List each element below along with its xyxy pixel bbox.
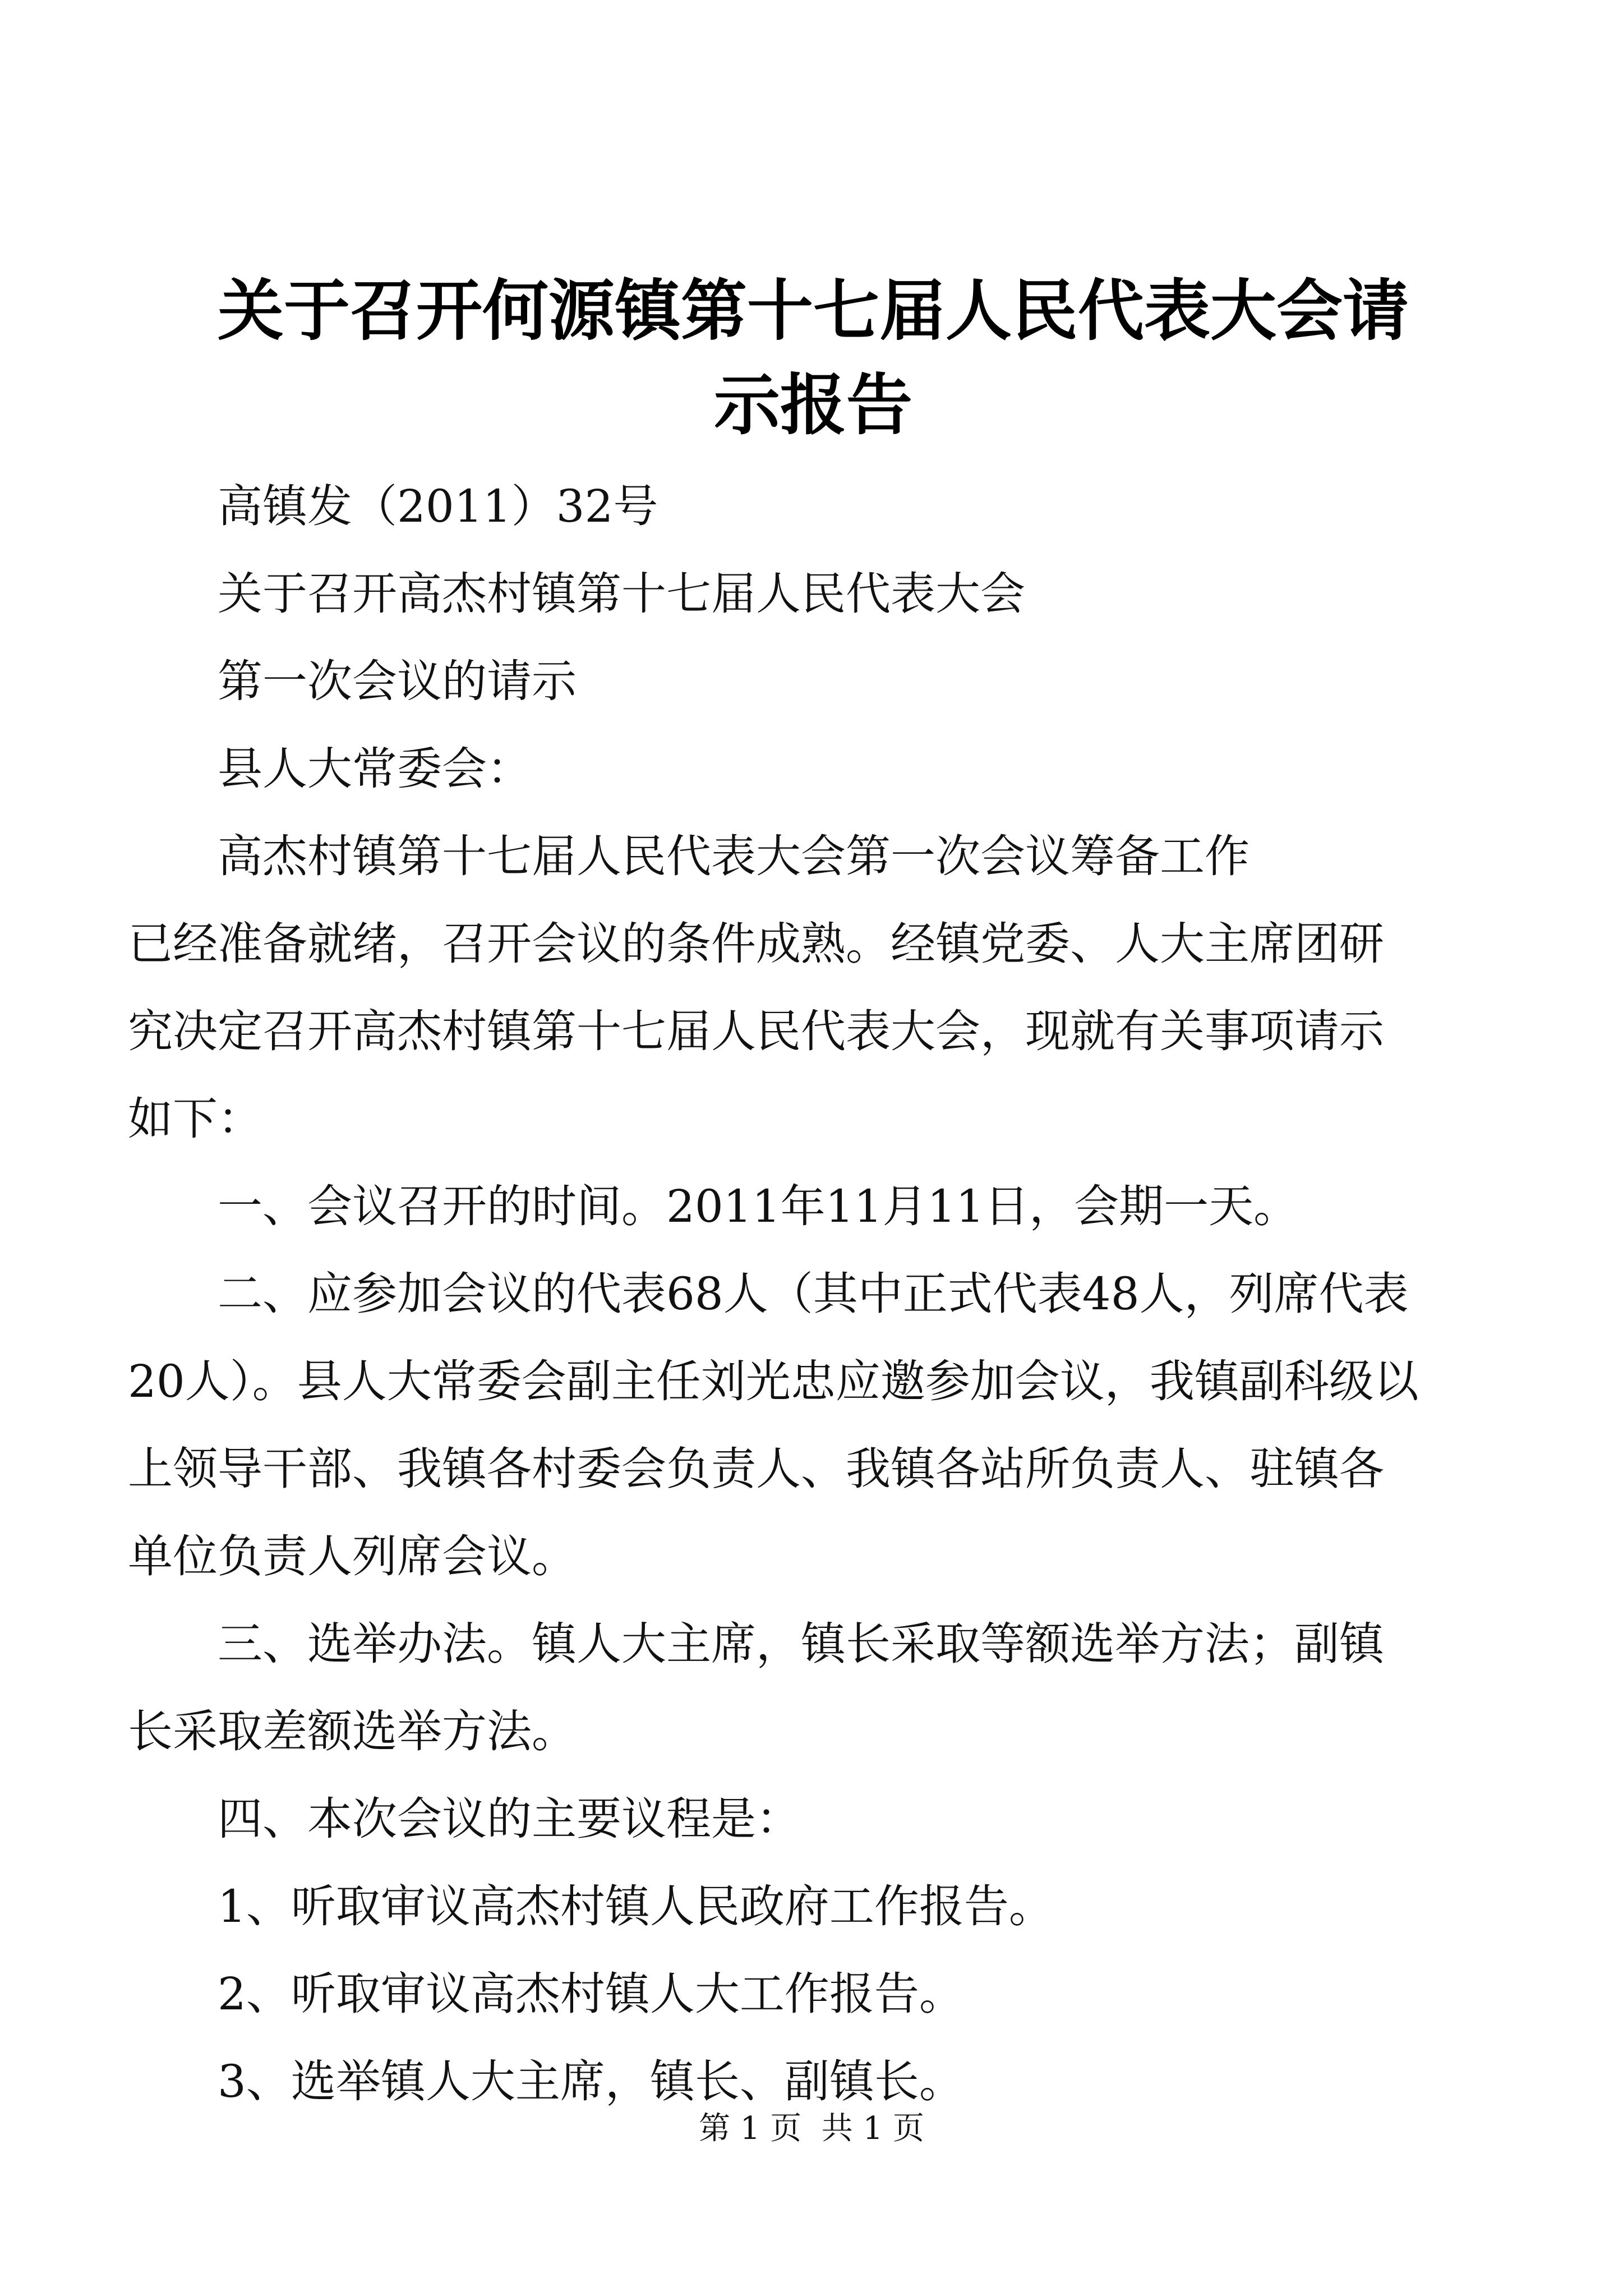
agenda-item-2: 2、听取审议高杰村镇人大工作报告。 (218, 1968, 964, 2020)
item-attendees: 二、应参加会议的代表68人（其中正式代表48人，列席代表20人）。县人大常委会副主任刘光忠应邀参加会议，我镇副科级以上领导干部、我镇各村委会负责人、我镇各站所负责人、驻镇各单位负责人列席会议。 (128, 1268, 1419, 1582)
body-paragraph-intro: 高杰村镇第十七届人民代表大会第一次会议筹备工作 (218, 830, 1249, 882)
item-agenda-heading: 四、本次会议的主要议程是： (218, 1793, 801, 1845)
document-title: 关于召开何源镇第十七届人民代表大会请示报告 (217, 272, 1409, 444)
page-number-label: 第 1 页 共 1 页 (698, 2110, 925, 2147)
body-paragraph-readiness: 已经准备就绪，召开会议的条件成熟。经镇党委、人大主席团研究决定召开高杰村镇第十七届人民代表大会，现就有关事项请示如下： (128, 918, 1384, 1145)
subject-line-1: 关于召开高杰村镇第十七届人民代表大会 (218, 568, 1025, 620)
item-election-method: 三、选举办法。镇人大主席，镇长采取等额选举方法；副镇长采取差额选举方法。 (128, 1618, 1384, 1757)
subject-line-2: 第一次会议的请示 (218, 655, 577, 707)
agenda-item-1: 1、听取审议高杰村镇人民政府工作报告。 (218, 1880, 1054, 1932)
agenda-item-3: 3、选举镇人大主席，镇长、副镇长。 (218, 2055, 964, 2108)
item-meeting-time: 一、会议召开的时间。2011年11月11日，会期一天。 (218, 1180, 1299, 1232)
addressee: 县人大常委会： (218, 743, 532, 795)
page-footer (0, 2106, 1623, 2151)
document-number: 高镇发（2011）32号 (218, 480, 658, 532)
document-body (128, 463, 1423, 2125)
